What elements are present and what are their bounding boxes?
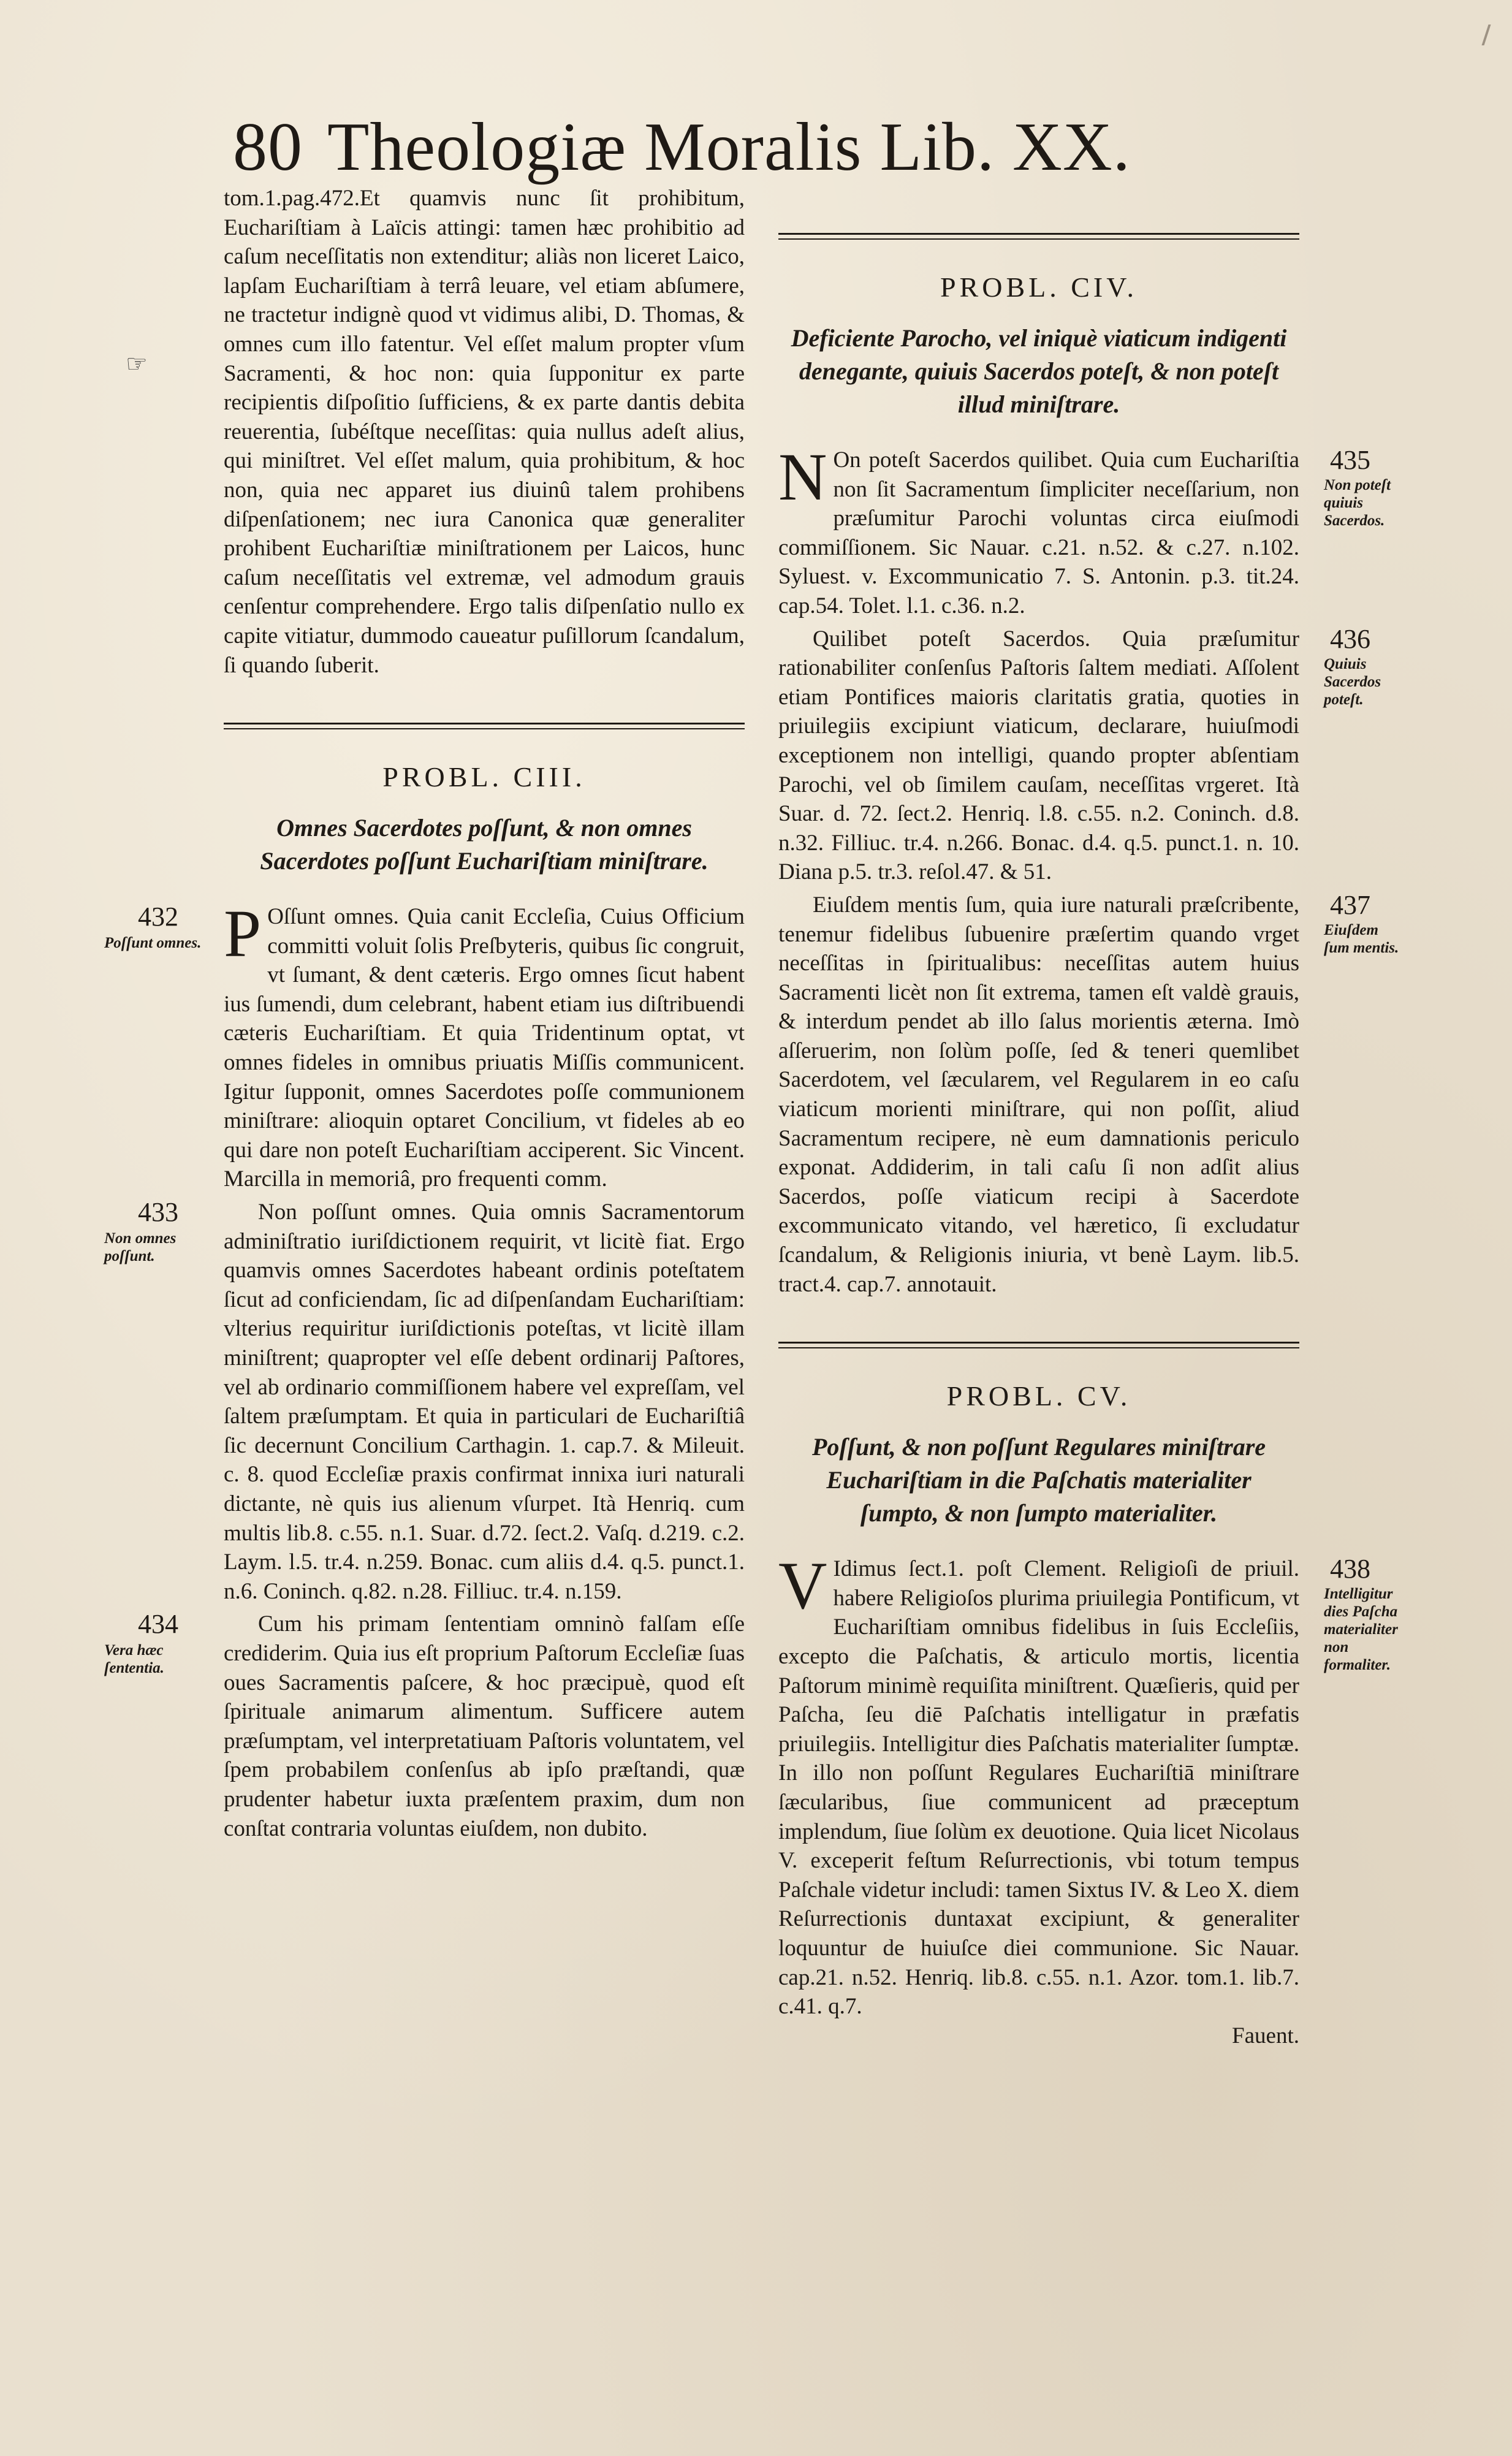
- problem-heading: PROBL. CIV.: [940, 272, 1138, 303]
- paragraph-text: Cum his primam ſententiam omninò falſam eſſe crediderim. Quia ius eſt proprium Paſtorum Eccleſiæ ſuas oues Sacramentis paſcere, & hoc præcipuè, quod eſt ſpirituale animarum alimentum. Sufficere autem præſumptam, vel interpretatiuam Paſtoris voluntatem, vel ſpem probabilem conſenſus ab ipſo præſtandi, quæ prudenter habetur iuxta præſentem praxim, dum non conſtat contraria voluntas eiuſdem, non dubito.: [224, 1611, 745, 1841]
- paragraph-text: Non poſſunt omnes. Quia omnis Sacramentorum adminiſtratio iuriſdictionem requirit, vt licitè fiat. Ergo quamvis omnes Sacerdotes habeant ordinis poteſtatem ſicut ad conficiendam, ſic ad diſpenſandam Euchariſtiam: vlterius requiritur iuriſdictionis poteſtas, vt licitè illam miniſtrent; quapropter vel eſſe debent ordinarij Paſtores, vel ab ordinario commiſſionem habere vel expreſſam, vel ſaltem præſumptam. Et quia in particulari de Euchariſtiâ ſic decernunt Concilium Carthagin. 1. cap.7. & Mileuit. c. 8. quod Eccleſiæ praxis confirmat innixa iuri naturali dictante, nè quis ius alienum vſurpet. Ità Henriq. cum multis lib.8. c.55. n.1. Suar. d.72. ſect.2. Vaſq. d.219. c.2. Laym. l.5. tr.4. n.259. Bonac. cum aliis d.4. q.5. punct.1. n.6. Coninch. q.82. n.28. Filliuc. tr.4. n.159.: [224, 1199, 745, 1604]
- paragraph-number: 438: [1330, 1554, 1370, 1584]
- paragraph-text: Eiuſdem mentis ſum, quia iure naturali præſcribente, tenemur fidelibus ſubuenire præſertim quando vrget neceſſitas in ſpiritualibus: neceſſitas autem huius Sacramenti licèt non ſit extrema, tamen eſt valdè grauis, & interdum pendet ab illo ſalus morientis æterna. Imò aſſeruerim, non ſolùm poſſe, ſed & teneri quemlibet Sacerdotem, vel ſæcularem, vel Regularem in eo caſu viaticum morienti miniſtrare, qui non poſſit, aliud Sacramentum recipere, nè eum damnationis periculo exponat. Addiderim, in tali caſu ſi non adſit alius Sacerdos, poſſe viaticum recipi à Sacerdote excommunicato vitando, vel hæretico, ſi excludatur ſcandalum, & Religionis iniuria, vt benè Laym. lib.5. tract.4. cap.7. annotauit.: [778, 892, 1299, 1297]
- drop-cap: P: [224, 896, 262, 971]
- paragraph-number: 437: [1330, 889, 1370, 920]
- margin-note: Quiuis Sacerdos poteſt.: [1324, 655, 1381, 708]
- paragraph-number: 433: [138, 1197, 178, 1228]
- numbered-paragraph: [778, 439, 1391, 621]
- margin-note: Poſſunt omnes.: [104, 935, 202, 952]
- paragraph-number: 434: [138, 1609, 178, 1640]
- drop-cap: V: [778, 1548, 827, 1624]
- paragraph-text: Quilibet poteſt Sacerdos. Quia præſumitur rationabiliter conſenſus Paſtoris ſaltem mediati. Aſſolent etiam Pontifices maioris claritatis gratia, quoties in priuilegiis excipiunt viaticum, declarare, huiuſmodi exceptionem non intelligi, quando propter abſentiam Parochi, vel ob ſimilem cauſam, neceſſitas vrgeret. Ità Suar. d. 72. ſect.2. Henriq. l.8. c.55. n.2. Coninch. d.8. n.32. Filliuc. tr.4. n.266. Bonac. d.4. q.5. punct.1. n. 10. Diana p.5. tr.3. reſol.47. & 51.: [778, 626, 1299, 885]
- numbered-paragraph: [778, 889, 1399, 1299]
- numbered-paragraph: [778, 1548, 1398, 2021]
- page-number: 80: [233, 109, 303, 185]
- margin-note: Non poteſt quiuis Sacerdos.: [1324, 477, 1391, 529]
- problem-title: Deficiente Parocho, vel iniquè viaticum indigenti denegante, quiuis Sacerdos poteſt, & non poteſt illud miniſtrare.: [791, 324, 1287, 418]
- numbered-paragraph: [778, 623, 1381, 887]
- paragraph-number: 436: [1330, 623, 1370, 654]
- problem-title: Poſſunt, & non poſſunt Regulares miniſtrare Euchariſtiam in die Paſchatis materialiter ſumpto, & non ſumpto materialiter.: [811, 1433, 1266, 1527]
- problem-title: Omnes Sacerdotes poſſunt, & non omnes Sacerdotes poſſunt Euchariſtiam miniſtrare.: [260, 814, 709, 875]
- paragraph-text: Oſſunt omnes. Quia canit Eccleſia, Cuius Officium committi voluit ſolis Preſbyteris, quibus ſic congruit, vt ſumant, & dent cæteris. Ergo omnes ſicut habent ius ſumendi, dum celebrant, habent etiam ius diſtribuendi cæteris Euchariſtiam. Et quia Tridentinum optat, vt omnes fideles in omnibus priuatis Miſſis communicent. Igitur ſupponit, omnes Sacerdotes poſſe communionem miniſtrare: alioquin optaret Concilium, vt fideles ab eo qui dare non poteſt Euchariſtiam acciperent. Sic Vincent. Marcilla in memoriâ, pro frequenti comm.: [224, 904, 745, 1192]
- paragraph-text: Idimus ſect.1. poſt Clement. Religioſi de priuil. habere Religioſos plurima priuilegia Pontificum, vt Euchariſtiam omnibus fidelibus in ſuis Eccleſiis, excepto die Paſchatis, & articulo mortis, licentia Paſtorum minimè requiſita miniſtrent. Quæſieris, quid per Paſcha, ſeu diē Paſchatis intelligatur in præfatis priuilegiis. Intelligitur dies Paſchatis materialiter ſumptæ. In illo non poſſunt Regulares Euchariſtiā miniſtrare ſæcularibus, ſiue communicent ad præceptum implendum, ſiue ſolùm ex deuotione. Quia licet Nicolaus V. exceperit feſtum Reſurrectionis, vbi totum tempus Paſchale videtur includi: tamen Sixtus IV. & Leo X. diem Reſurrectionis duntaxat excipiunt, & generaliter loquuntur de huiuſce diei communione. Sic Nauar. cap.21. n.52. Henriq. lib.8. c.55. n.1. Azor. tom.1. lib.7. c.41. q.7.: [778, 1556, 1299, 2020]
- section-rule: [778, 233, 1299, 240]
- running-header: [233, 110, 1131, 184]
- problem-heading: PROBL. CV.: [946, 1380, 1131, 1412]
- catchword: Fauent.: [1232, 2023, 1299, 2048]
- problem-heading: PROBL. CIII.: [382, 761, 586, 793]
- running-title: Theologiæ Moralis Lib. XX.: [327, 109, 1131, 185]
- hand-pointer-mark: ☞: [126, 350, 148, 378]
- paragraph-number: 435: [1330, 445, 1370, 475]
- numbered-paragraph: [104, 896, 745, 1194]
- numbered-paragraph: [104, 1197, 745, 1606]
- margin-note: Non omnes poſſunt.: [104, 1230, 177, 1265]
- section-rule: [778, 1342, 1299, 1348]
- drop-cap: N: [778, 439, 827, 514]
- paragraph-text: On poteſt Sacerdos quilibet. Quia cum Euchariſtia non ſit Sacramentum ſimpliciter neceſſarium, non præſumitur Parochi voluntas circa eiuſmodi commiſſionem. Sic Nauar. c.21. n.52. & c.27. n.102. Syluest. v. Excommunicatio 7. S. Antonin. p.3. tit.24. cap.54. Tolet. l.1. c.36. n.2.: [778, 447, 1299, 618]
- section-rule: [224, 723, 745, 729]
- right-column: [778, 233, 1399, 2050]
- margin-note: Eiuſdem ſum mentis.: [1324, 921, 1399, 956]
- numbered-paragraph: [104, 1609, 745, 1843]
- paragraph-number: 432: [138, 902, 178, 932]
- margin-note: Intelligitur dies Paſcha materialiter non formaliter.: [1324, 1586, 1398, 1674]
- corner-mark: [1473, 25, 1491, 45]
- left-column: [104, 184, 745, 1843]
- intro-paragraph: tom.1.pag.472.Et quamvis nunc ſit prohibitum, Euchariſtiam à Laïcis attingi: tamen hæc prohibitio ad caſum neceſſitatis non extenditur; aliàs non liceret Laico, lapſam Euchariſtiam à terrâ leuare, vel etiam abſumere, ne tractetur indignè quod vt vidimus alibi, D. Thomas, & omnes cum illo fatentur. Vel eſſet malum propter vſum Sacramenti, & hoc non: quia ſupponitur ex parte recipientis diſpoſitio ſufficiens, & ex parte dantis debita reuerentia, ſubéſtque neceſſitas: quia nullus adeſt alius, qui miniſtret. Vel eſſet malum, quia prohibitum, & hoc non, quia nec apparet ius diuinû talem prohibens diſpenſationem; nec iura Canonica quæ generaliter prohibent Euchariſtiæ miniſtrationem per Laicos, hunc caſum neceſſitatis vel extremæ, vel admodum grauis cenſentur comprehendere. Ergo talis diſpenſatio nullo ex capite vitiatur, dummodo caueatur puſillorum ſcandalum, ſi quando ſuberit.: [224, 186, 745, 678]
- margin-note: Vera hæc ſententia.: [104, 1642, 164, 1677]
